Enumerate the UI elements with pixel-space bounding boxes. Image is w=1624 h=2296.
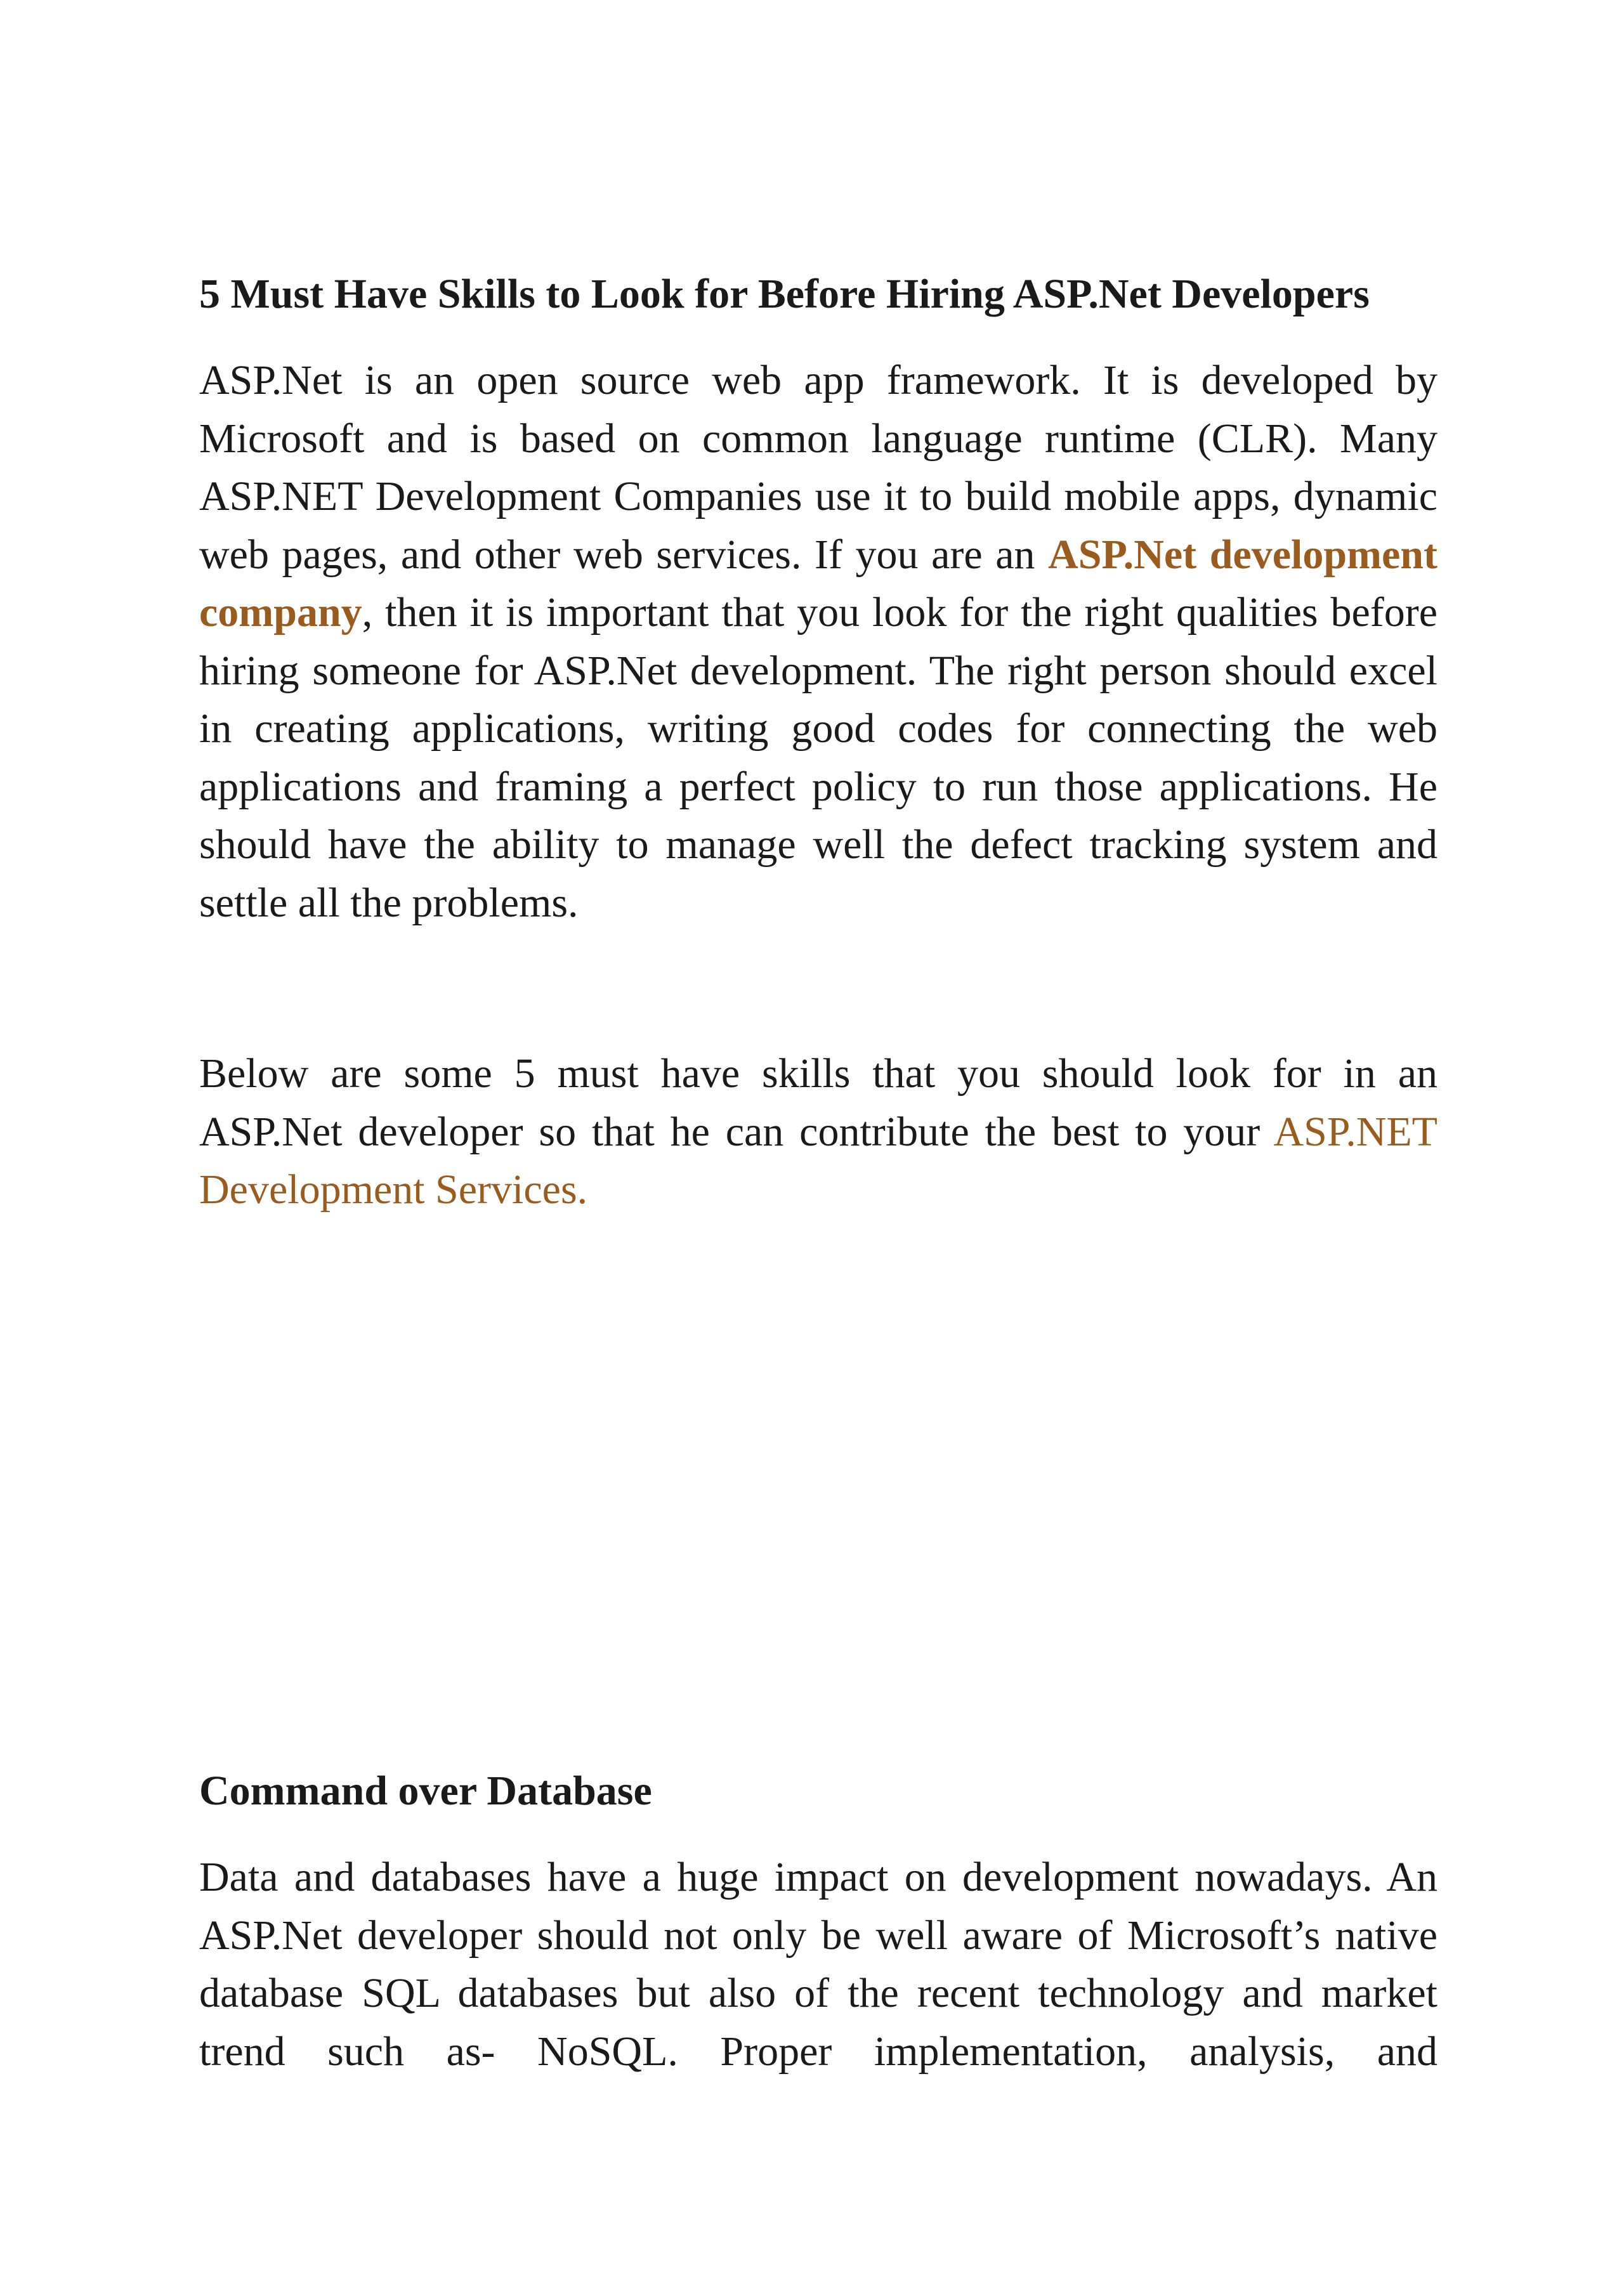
intro-text-before-link: ASP.Net is an open source web app framework. It is developed by Microsoft and is based on common language runtime (CLR). Many ASP.NET Development Companies use it to build mobile apps, dynamic web pages, and other web services. If you are an xyxy=(199,357,1437,578)
skills-intro-text: Below are some 5 must have skills that you should look for in an ASP.Net developer so that he can contribute the best to your xyxy=(199,1050,1437,1155)
intro-text-after-link: , then it is important that you look for the right qualities before hiring someone for ASP.Net development. The right person should excel in creating applications, writing good codes for connecting the web applications and framing a perfect policy to run those applications. He should have the ability to manage well the defect tracking system and settle all the problems. xyxy=(199,589,1437,926)
intro-paragraph xyxy=(199,351,1437,932)
section-body-command-over-database: Data and databases have a huge impact on development nowadays. An ASP.Net developer should not only be well aware of Microsoft’s native database SQL databases but also of the recent technology and market trend such as- NoSQL. Proper implementation, analysis, and xyxy=(199,1854,1437,2075)
asp-net-development-company-link[interactable]: ASP.Net development company xyxy=(199,531,1437,636)
document-title: 5 Must Have Skills to Look for Before Hiring ASP.Net Developers xyxy=(199,271,1370,317)
section-heading-command-over-database: Command over Database xyxy=(199,1768,652,1814)
skills-intro-paragraph xyxy=(199,1045,1437,1219)
asp-net-development-services-link[interactable]: ASP.NET Development Services. xyxy=(199,1108,1437,1213)
